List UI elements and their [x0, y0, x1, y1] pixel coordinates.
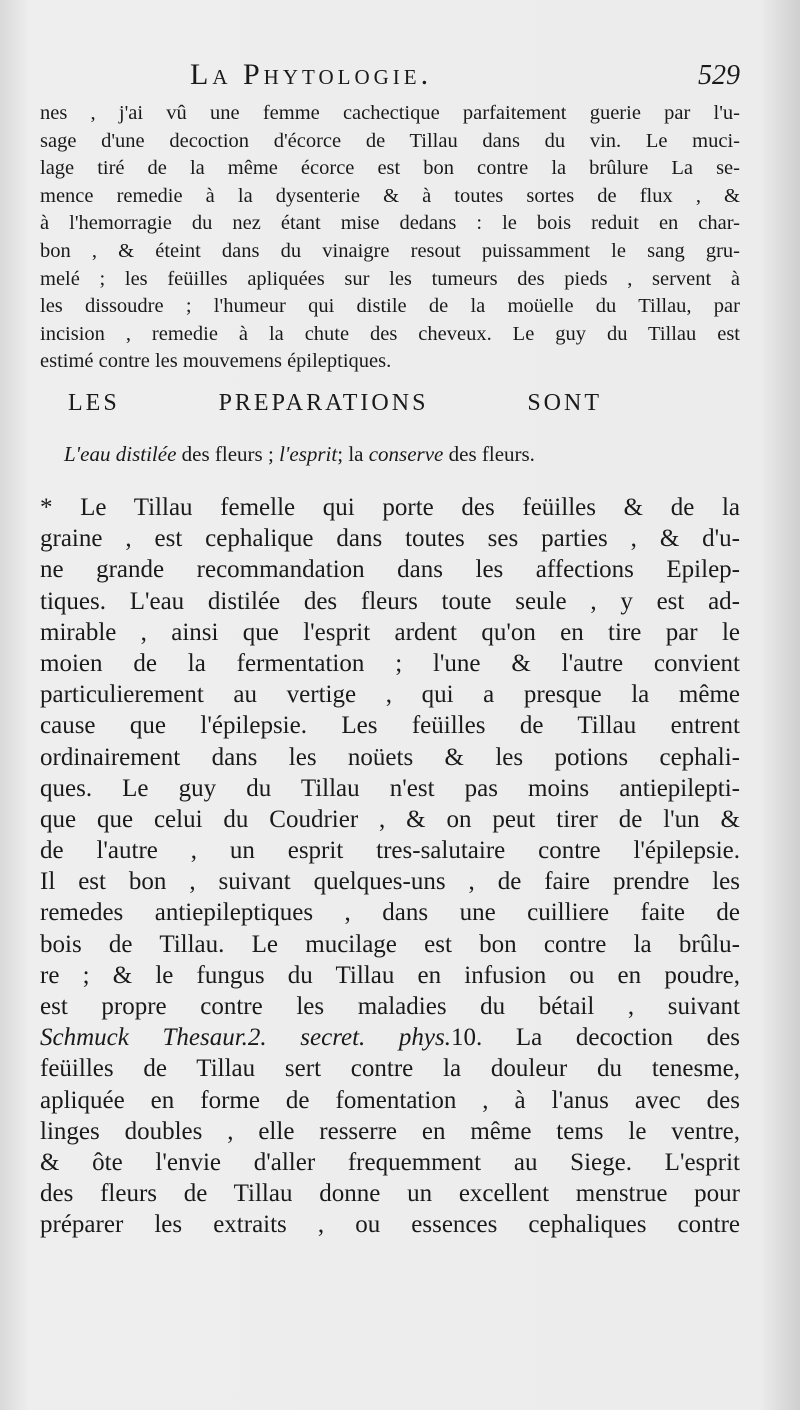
text-line: linges doubles , elle resserre en même tems le ventre,: [40, 1117, 740, 1145]
text-line: cause que l'épilepsie. Les feüilles de Tillau entrent: [40, 712, 740, 740]
text-line: feüilles de Tillau sert contre la douleur du tenesme,: [40, 1055, 740, 1083]
text-line: tiques. L'eau distilée des fleurs toute seule , y est ad-: [40, 587, 740, 615]
text-line: de l'autre , un esprit tres-salutaire contre l'épilepsie.: [40, 837, 740, 865]
page-number: 529: [698, 60, 740, 91]
citation-reference: Schmuck Thesaur.2. secret. phys.: [40, 1024, 451, 1052]
page-header: [40, 58, 740, 98]
top-paragraph: [40, 100, 740, 376]
text-line: nes , j'ai vû une femme cachectique parfaitement guerie par l'u-: [40, 102, 740, 124]
text-line: les dissoudre ; l'humeur qui distile de la moüelle du Tillau, par: [40, 295, 740, 318]
text-line: que que celui du Coudrier , & on peut tirer de l'un &: [40, 805, 740, 833]
text-line: particulierement au vertige , qui a presque la même: [40, 681, 740, 709]
preparation-item: l'esprit: [279, 442, 338, 466]
text-line: moien de la fermentation ; l'une & l'autre convient: [40, 649, 740, 677]
text-line: à l'hemorragie du nez étant mise dedans : le bois reduit en char-: [40, 212, 740, 235]
citation-rest: 10. La decoction des: [451, 1024, 740, 1052]
text-line: * Le Tillau femelle qui porte des feüilles & de la: [40, 494, 740, 521]
citation-line: [40, 1022, 740, 1053]
text-line: préparer les extraits , ou essences cephaliques contre: [40, 1211, 740, 1239]
text-line: mirable , ainsi que l'esprit ardent qu'on en tire par le: [40, 618, 740, 646]
text-line: re ; & le fungus du Tillau en infusion ou en poudre,: [40, 961, 740, 989]
text-line: mence remedie à la dysenterie & à toutes sortes de flux , &: [40, 184, 740, 207]
text-line: ne grande recommandation dans les affections Epilep-: [40, 556, 740, 584]
text-line: remedes antiepileptiques , dans une cuilliere faite de: [40, 899, 740, 927]
text-line: bois de Tillau. Le mucilage est bon contre la brûlu-: [40, 930, 740, 958]
text-line: ques. Le guy du Tillau n'est pas moins antiepilepti-: [40, 774, 740, 802]
section-heading: LES PREPARATIONS SONT: [68, 390, 602, 416]
text-line: incision , remedie à la chute des cheveux. Le guy du Tillau est: [40, 322, 740, 345]
text-line: apliquée en forme de fomentation , à l'anus avec des: [40, 1086, 740, 1114]
text-line: sage d'une decoction d'écorce de Tillau dans du vin. Le muci-: [40, 129, 740, 152]
text-line: lage tiré de la même écorce est bon contre la brûlure La se-: [40, 157, 740, 180]
preparation-text: des fleurs ;: [176, 442, 280, 466]
text-line: ordinairement dans les noüets & les potions cephali-: [40, 743, 740, 771]
text-line: graine , est cephalique dans toutes ses parties , & d'u-: [40, 525, 740, 553]
preparations-line: [64, 442, 624, 467]
text-line: est propre contre les maladies du bétail , suivant: [40, 993, 740, 1020]
text-line: & ôte l'envie d'aller frequemment au Siege. L'esprit: [40, 1148, 740, 1176]
preparation-item: conserve: [368, 442, 444, 466]
preparation-item: L'eau distilée: [64, 442, 177, 466]
text-line: bon , & éteint dans du vinaigre resout puissamment le sang gru-: [40, 239, 740, 262]
text-line-last: estimé contre les mouvemens épileptiques.: [40, 350, 392, 373]
text-line: des fleurs de Tillau donne un excellent menstrue pour: [40, 1180, 740, 1208]
preparation-text: des fleurs.: [443, 442, 535, 466]
running-title: La Phytologie.: [190, 58, 433, 91]
preparation-text: ; la: [337, 442, 369, 466]
text-line: melé ; les feüilles apliquées sur les tumeurs des pieds , servent à: [40, 267, 740, 290]
main-paragraph: [40, 492, 740, 1241]
text-line: Il est bon , suivant quelques-uns , de faire prendre les: [40, 868, 740, 896]
